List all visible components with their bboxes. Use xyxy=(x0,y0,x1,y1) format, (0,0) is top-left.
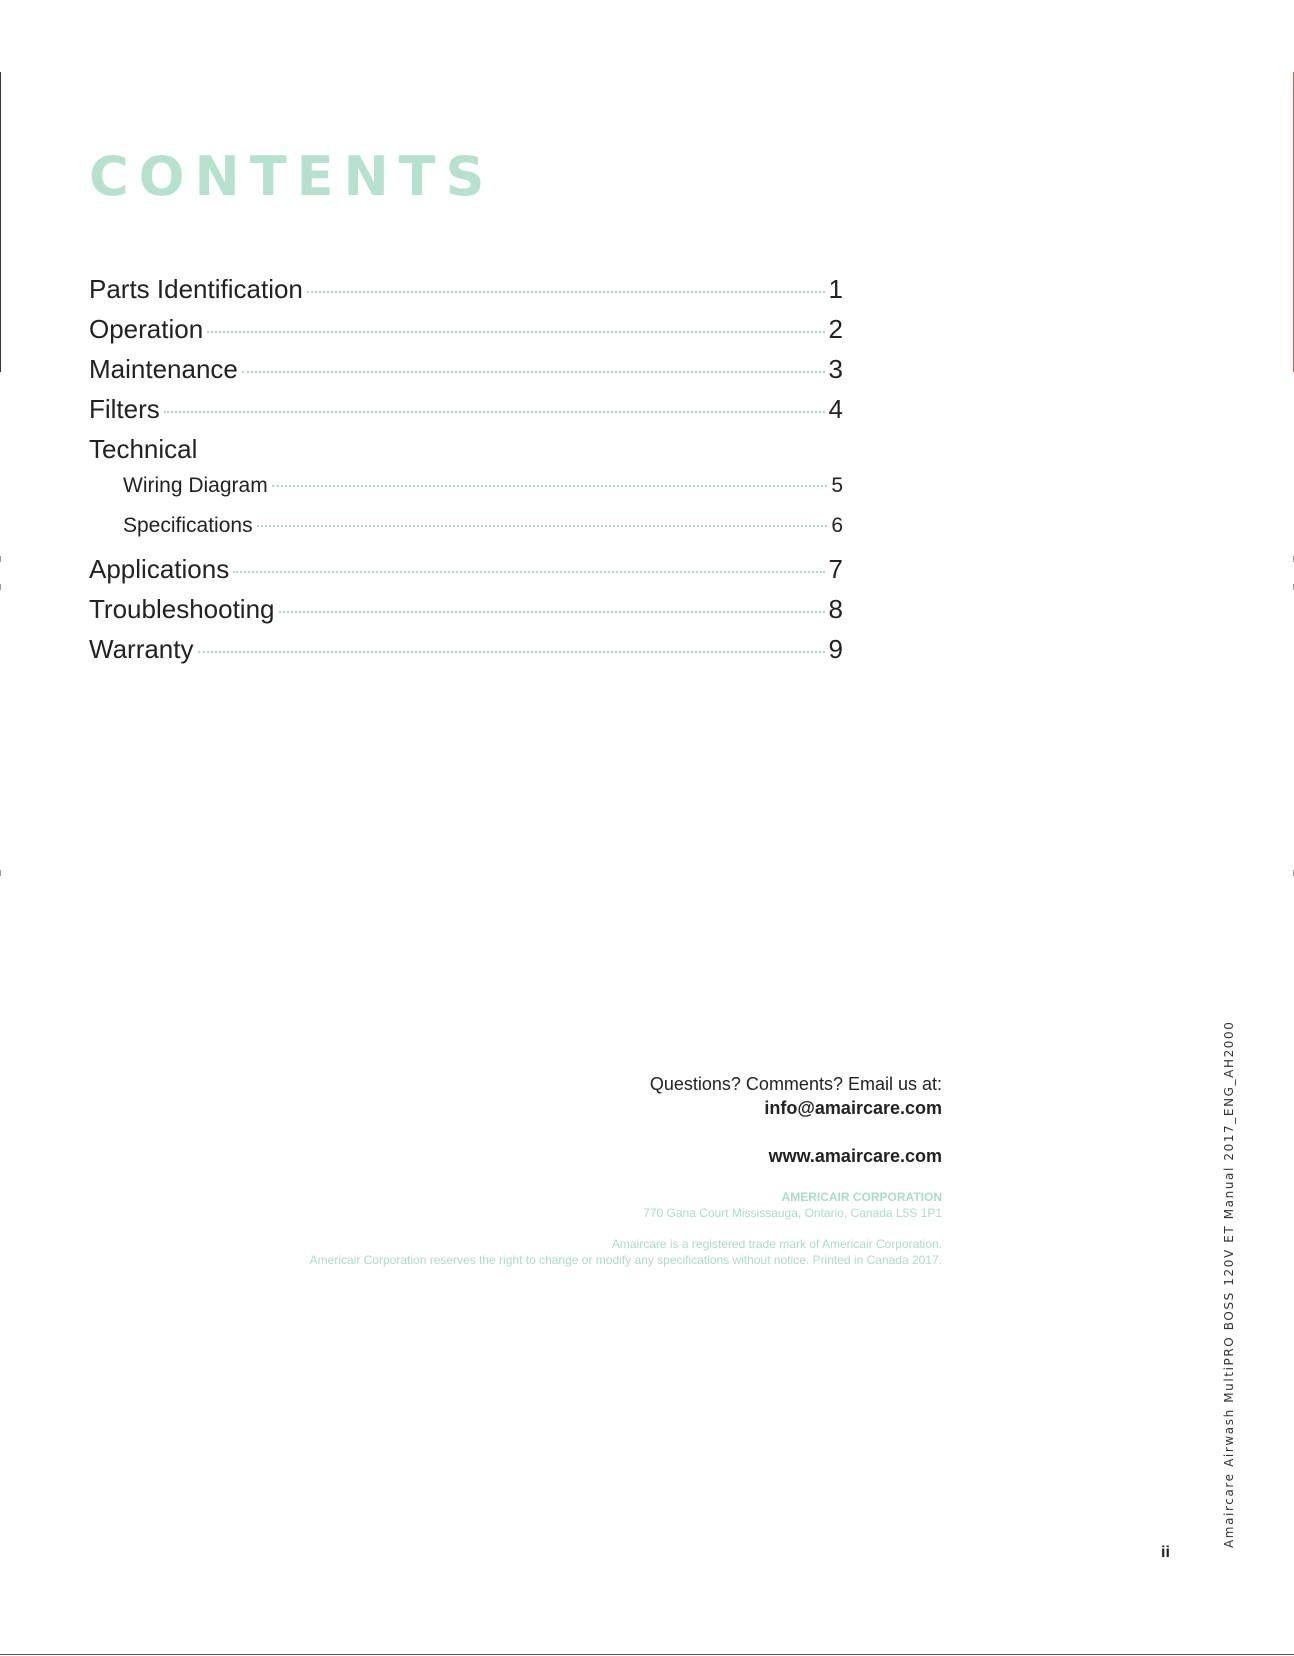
toc-entry-label: Specifications xyxy=(123,514,253,537)
toc-entry-label: Wiring Diagram xyxy=(123,474,268,497)
trademark-notice: Amaircare is a registered trade mark of Americair Corporation. xyxy=(611,1237,942,1251)
crop-tick xyxy=(0,584,1,590)
bottom-rule xyxy=(0,1654,1294,1655)
toc-dot-leader xyxy=(233,571,824,573)
toc-dot-leader xyxy=(242,371,825,373)
toc-entry[interactable] xyxy=(89,314,843,354)
toc-entry-label: Parts Identification xyxy=(89,274,303,304)
document-id-vertical: Amaircare Airwash MultiPRO BOSS 120V ET Manual 2017_ENG_AH2000 xyxy=(1222,1020,1236,1548)
toc-entry-page: 3 xyxy=(828,354,843,384)
toc-entry-page: 1 xyxy=(828,274,843,304)
toc-entry-page: 6 xyxy=(831,514,843,537)
specifications-notice: Americair Corporation reserves the right to change or modify any specifications without notice. Printed in Canada 2017. xyxy=(309,1253,942,1267)
toc-entry-page: 4 xyxy=(828,394,843,424)
toc-entry[interactable] xyxy=(89,394,843,434)
toc-entry-label: Applications xyxy=(89,554,230,584)
contact-footer xyxy=(142,1072,942,1268)
toc-entry-label: Operation xyxy=(89,314,204,344)
crop-mark-left xyxy=(0,72,1,372)
toc-entry-label: Technical xyxy=(89,434,198,464)
toc-entry[interactable] xyxy=(89,354,843,394)
toc-entry[interactable] xyxy=(89,594,843,634)
toc-entry-label: Filters xyxy=(89,394,160,424)
toc-entry[interactable] xyxy=(89,634,843,674)
toc-dot-leader xyxy=(272,485,827,487)
crop-tick xyxy=(0,556,1,562)
toc-entry-label: Maintenance xyxy=(89,354,238,384)
toc-entry-page: 7 xyxy=(828,554,843,584)
toc-dot-leader xyxy=(279,611,825,613)
toc-entry-label: Warranty xyxy=(89,634,194,664)
toc-entry-page: 2 xyxy=(828,314,843,344)
page-number: ii xyxy=(1161,1544,1170,1561)
table-of-contents xyxy=(89,274,843,674)
crop-tick xyxy=(0,870,1,876)
toc-dot-leader xyxy=(207,331,824,333)
page-title: CONTENTS xyxy=(89,145,495,208)
toc-entry[interactable] xyxy=(89,554,843,594)
toc-entry-page: 8 xyxy=(828,594,843,624)
toc-entry[interactable] xyxy=(89,434,843,474)
toc-dot-leader xyxy=(257,525,827,527)
company-name: AMERICAIR CORPORATION xyxy=(781,1190,942,1204)
toc-entry[interactable] xyxy=(89,274,843,314)
toc-entry-label: Troubleshooting xyxy=(89,594,275,624)
toc-entry[interactable] xyxy=(89,514,843,554)
toc-dot-leader xyxy=(198,651,825,653)
toc-entry[interactable] xyxy=(89,474,843,514)
contact-email[interactable]: info@amaircare.com xyxy=(764,1098,942,1118)
company-address: 770 Gana Court Mississauga, Ontario, Canada L5S 1P1 xyxy=(643,1206,942,1220)
website-link[interactable]: www.amaircare.com xyxy=(768,1146,942,1166)
toc-dot-leader xyxy=(164,411,825,413)
toc-dot-leader xyxy=(307,291,825,293)
toc-entry-page: 9 xyxy=(828,634,843,664)
toc-entry-page: 5 xyxy=(831,474,843,497)
contact-question: Questions? Comments? Email us at: xyxy=(649,1074,942,1094)
